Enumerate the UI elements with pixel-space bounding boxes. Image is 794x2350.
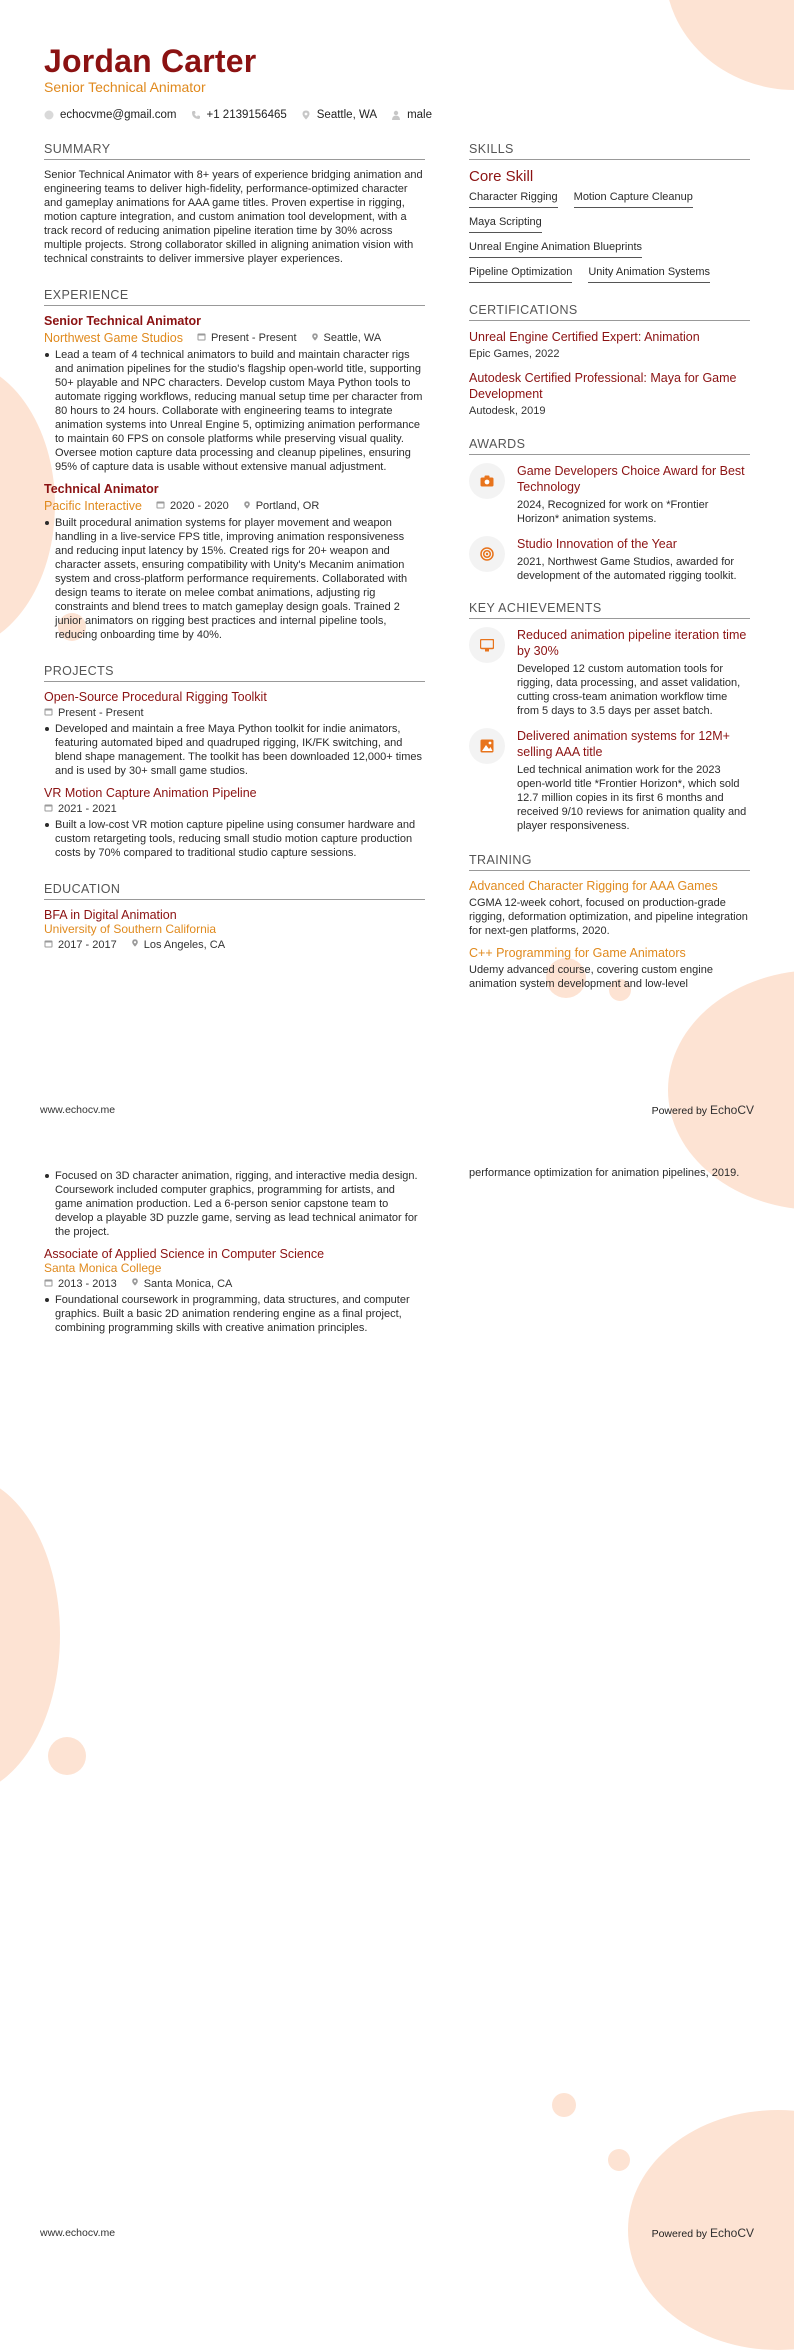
gender-text: male [407,109,432,121]
degree-title: Associate of Applied Science in Computer Science [44,1247,325,1261]
project-title: VR Motion Capture Animation Pipeline [44,786,257,800]
education-dates: 2017 - 2017 [58,938,117,951]
award-text: 2024, Recognized for work on *Frontier Horizon* animation systems. [517,499,709,525]
monitor-icon [469,627,505,663]
education-location: Santa Monica, CA [143,1277,233,1290]
phone-icon [191,110,201,120]
powered-label: Powered by [651,1105,708,1117]
contact-gender [391,109,432,121]
training-text-continued: performance optimization for animation pipelines, 2019. [469,1167,740,1179]
footer-powered-by [652,2226,754,2240]
person-icon [391,110,401,120]
contact-email[interactable] [44,109,177,121]
training-title: C++ Programming for Game Animators [469,946,686,960]
education-dates: 2013 - 2013 [58,1277,117,1290]
project-dates: 2021 - 2021 [58,803,117,815]
skill-item: Character Rigging [469,189,558,208]
powered-label: Powered by [651,2228,708,2240]
contact-phone[interactable] [191,109,287,121]
achievement-title: Reduced animation pipeline iteration time by 30% [517,628,747,658]
location-pin-icon [301,110,311,120]
award-entry [469,536,750,583]
job-location: Portland, OR [255,500,320,512]
experience-heading: EXPERIENCE [44,288,425,306]
projects-heading: PROJECTS [44,664,425,682]
left-column [44,142,425,951]
project-bullet: Built a low-cost VR motion capture pipeline using consumer hardware and custom retargeting tools, reducing small studio motion capture production costs by 70% compared to traditional studio capture sessions. [44,818,425,860]
achievement-entry [469,627,750,718]
calendar-icon [197,332,206,344]
skill-item: Motion Capture Cleanup [574,189,693,208]
project-entry [44,786,425,860]
award-title: Studio Innovation of the Year [517,537,677,551]
certification-entry [469,329,750,360]
degree-title: BFA in Digital Animation [44,908,177,922]
project-entry [44,690,425,778]
camera-icon [469,463,505,499]
target-icon [469,536,505,572]
skill-item: Unreal Engine Animation Blueprints [469,239,642,258]
school-name: University of Southern California [44,922,217,936]
certification-title: Autodesk Certified Professional: Maya for Game Development [469,371,737,401]
experience-entry [44,314,425,474]
location-pin-icon [131,1277,139,1290]
achievement-text: Led technical animation work for the 2023 open-world title *Frontier Horizon*, which sold 12.7 million copies in its first 6 months and received 9/10 reviews for animation quality and player responsiveness. [517,764,747,832]
candidate-name: Jordan Carter [44,43,257,79]
location-text: Seattle, WA [316,109,378,121]
location-pin-icon [311,332,319,345]
contact-bar [44,109,432,121]
company-name: Pacific Interactive [44,499,142,513]
education-location: Los Angeles, CA [143,938,226,951]
education-entry [44,908,425,951]
candidate-title: Senior Technical Animator [44,79,206,95]
project-bullet: Developed and maintain a free Maya Python toolkit for indie animators, featuring automated biped and quadruped rigging, IK/FK switching, and blend shape management. The toolkit has been downloaded 12,000+ times and is used by 30+ small game studios. [44,722,425,778]
job-bullet: Lead a team of 4 technical animators to build and maintain character rigs and animation pipelines for the studio's flagship open-world title, supporting 50+ playable and NPC characters. Develop custom Maya Python tools to automate rigging workflows, reducing manual setup time per character from 80 hours to 24 hours. Collaborate with engineering teams to integrate animation systems into Unreal Engine 5, optimizing animation performance to maintain 60 FPS on console platforms while preserving visual quality. Oversee motion capture data processing and cleanup pipelines, ensuring 95% of capture data is usable without extensive manual adjustment. [44,348,425,474]
award-title: Game Developers Choice Award for Best Technology [517,464,745,494]
email-text: echocvme@gmail.com [60,109,177,121]
left-column-continued [44,1166,425,1335]
achievements-heading: KEY ACHIEVEMENTS [469,601,750,619]
award-text: 2021, Northwest Game Studios, awarded for development of the automated rigging toolkit. [517,556,737,582]
certification-meta: Epic Games, 2022 [469,348,560,360]
location-pin-icon [131,938,139,951]
training-entry [469,946,750,991]
job-title: Technical Animator [44,482,159,496]
brand-name: EchoCV [709,1103,754,1117]
skills-list [469,189,750,289]
experience-entry [44,482,425,642]
contact-location [301,109,377,121]
footer-website[interactable]: www.echocv.me [40,2227,116,2239]
summary-text: Senior Technical Animator with 8+ years of experience bridging animation and engineering teams to deliver high-fidelity, performance-optimized character and gameplay animations for AAA game titles. Proven expertise in rigging, motion capture integration, and custom animation tool development, with a track record of reducing animation pipeline iteration time by 30% across multiple projects. Strong collaborator skilled in aligning animation vision with technical constraints to deliver immersive player experiences. [44,169,423,265]
education-entry [44,1247,425,1335]
project-title: Open-Source Procedural Rigging Toolkit [44,690,267,704]
achievement-title: Delivered animation systems for 12M+ selling AAA title [517,729,730,759]
brand-name: EchoCV [709,2226,754,2240]
certifications-heading: CERTIFICATIONS [469,303,750,321]
project-dates: Present - Present [58,707,144,719]
school-name: Santa Monica College [44,1261,162,1275]
achievement-entry [469,728,750,833]
calendar-icon [44,707,53,719]
calendar-icon [156,500,165,512]
right-column-continued [469,1166,750,1180]
award-entry [469,463,750,526]
resume-page-1 [0,0,794,1123]
job-dates: Present - Present [210,332,297,344]
skill-item: Pipeline Optimization [469,264,572,283]
education-heading: EDUCATION [44,882,425,900]
skill-item: Unity Animation Systems [588,264,710,283]
education-bullet: Foundational coursework in programming, data structures, and computer graphics. Built a basic 2D animation rendering engine as a final project, combining programming skills with creative animation principles. [44,1293,425,1335]
image-icon [469,728,505,764]
calendar-icon [44,939,53,951]
skill-group-title: Core Skill [469,168,534,185]
training-title: Advanced Character Rigging for AAA Games [469,879,718,893]
calendar-icon [44,1278,53,1290]
right-column [469,142,750,991]
training-text: CGMA 12-week cohort, focused on production-grade rigging, deformation optimization, and pipeline integration for next-gen platforms, 2020. [469,897,748,937]
achievement-text: Developed 12 custom automation tools for rigging, data processing, and asset validation, cutting cross-team animation workflow time from 5 days to 3.5 days per asset batch. [517,663,741,717]
certification-title: Unreal Engine Certified Expert: Animation [469,330,700,344]
location-pin-icon [243,500,251,513]
skills-heading: SKILLS [469,142,750,160]
phone-text: +1 2139156465 [206,109,287,121]
skill-item: Maya Scripting [469,214,542,233]
job-location: Seattle, WA [323,332,382,344]
certification-entry [469,370,750,417]
calendar-icon [44,803,53,815]
job-dates: 2020 - 2020 [169,500,229,512]
summary-heading: SUMMARY [44,142,425,160]
training-text: Udemy advanced course, covering custom engine animation system development and low-level [469,964,713,990]
resume-page-2 [0,1123,794,2246]
training-entry [469,879,750,938]
company-name: Northwest Game Studios [44,331,183,345]
footer-powered-by [652,1103,754,1117]
certification-meta: Autodesk, 2019 [469,405,546,417]
education-bullet: Focused on 3D character animation, rigging, and interactive media design. Coursework included computer graphics, programming for artists, and game animation production. Led a 6-person senior capstone team to develop a playable 3D puzzle game, serving as lead technical animator for the project. [44,1169,425,1239]
job-bullet: Built procedural animation systems for player movement and weapon handling in a live-service FPS title, improving animation responsiveness and reducing input latency by 15%. Created rigs for 20+ weapon and character assets, ensuring compatibility with Unity's Mecanim animation system and cross-platform performance requirements. Collaborated with design teams to iterate on melee combat animations, adjusting rig constraints and blend trees to match gameplay design goals. Trained 2 junior animators on rigging best practices and internal pipeline tools, reducing onboarding time by 40%. [44,516,425,642]
awards-heading: AWARDS [469,437,750,455]
training-heading: TRAINING [469,853,750,871]
job-title: Senior Technical Animator [44,314,201,328]
footer-website[interactable]: www.echocv.me [40,1104,116,1116]
email-icon [44,110,54,120]
